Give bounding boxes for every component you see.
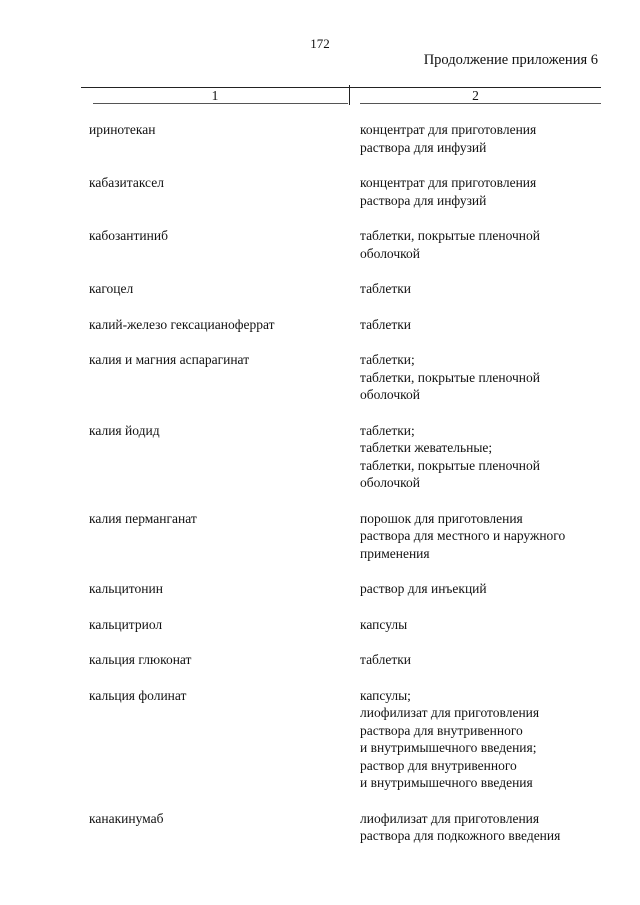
table-row xyxy=(89,227,609,262)
dosage-form-line: концентрат для приготовления xyxy=(360,122,537,137)
drug-name: калия перманганат xyxy=(89,510,197,526)
drug-name: кальцитриол xyxy=(89,616,163,632)
table-row xyxy=(89,422,609,492)
table-row xyxy=(89,616,609,634)
drug-name: калий-железо гексацианоферрат xyxy=(89,316,275,332)
dosage-form-line: лиофилизат для приготовления xyxy=(360,810,540,826)
dosage-form-line: таблетки xyxy=(360,281,412,296)
dosage-form-line: таблетки, покрытые пленочной xyxy=(360,457,541,473)
dosage-form-line: таблетки xyxy=(360,316,412,332)
column-header-1: 1 xyxy=(211,88,219,103)
dosage-form-line: таблетки жевательные; xyxy=(360,440,493,455)
dosage-form-line: лиофилизат для приготовления xyxy=(360,705,540,720)
drug-name: калия и магния аспарагинат xyxy=(89,352,250,367)
dosage-form-line: концентрат для приготовления xyxy=(360,175,537,190)
dosage-form-line: раствора для местного и наружного xyxy=(360,528,566,543)
table-header xyxy=(81,87,601,104)
dosage-form xyxy=(360,121,605,156)
dosage-form xyxy=(360,510,605,563)
drug-name: кальцитонин xyxy=(89,581,163,596)
table-row xyxy=(89,316,609,334)
table-row xyxy=(89,280,609,298)
drug-name: калия йодид xyxy=(89,422,160,438)
dosage-form-line: порошок для приготовления xyxy=(360,510,523,526)
page-number: 172 xyxy=(310,36,330,51)
drug-name: кальция фолинат xyxy=(89,687,187,703)
dosage-form-line: капсулы xyxy=(360,616,408,632)
dosage-form-line: таблетки, покрытые пленочной xyxy=(360,369,541,385)
dosage-form-line: раствор для инъекций xyxy=(360,581,487,596)
dosage-form-line: оболочкой xyxy=(360,387,420,402)
dosage-form-line: раствора для инфузий xyxy=(360,139,487,155)
dosage-form-line: и внутримышечного введения; xyxy=(360,740,537,755)
header-rule-bottom-left xyxy=(93,103,348,104)
appendix-continuation-note: Продолжение приложения 6 xyxy=(423,52,598,68)
table-row xyxy=(89,810,609,845)
dosage-form xyxy=(360,227,605,262)
table-row xyxy=(89,580,609,598)
drug-name: иринотекан xyxy=(89,122,156,137)
dosage-form-line: таблетки xyxy=(360,652,412,667)
dosage-form-line: раствора для подкожного введения xyxy=(360,828,561,843)
table-row xyxy=(89,687,609,792)
dosage-form-line: раствора для внутривенного xyxy=(360,722,523,738)
dosage-form xyxy=(360,316,605,334)
dosage-form xyxy=(360,280,605,298)
dosage-form xyxy=(360,174,605,209)
drug-name: кальция глюконат xyxy=(89,652,192,667)
dosage-form xyxy=(360,810,605,845)
table-row xyxy=(89,351,609,404)
table-row xyxy=(89,510,609,563)
dosage-form-line: таблетки; xyxy=(360,352,415,367)
drug-name: кагоцел xyxy=(89,281,134,296)
dosage-form-line: раствора для инфузий xyxy=(360,192,487,208)
drug-name: канакинумаб xyxy=(89,810,164,826)
dosage-form-line: и внутримышечного введения xyxy=(360,775,533,790)
header-rule-bottom-right xyxy=(360,103,601,104)
column-header-2: 2 xyxy=(472,88,479,103)
dosage-form xyxy=(360,651,605,669)
dosage-form xyxy=(360,422,605,492)
table-row xyxy=(89,651,609,669)
dosage-form xyxy=(360,687,605,792)
dosage-form xyxy=(360,616,605,634)
drug-name: кабазитаксел xyxy=(89,175,164,190)
drug-table-body xyxy=(89,121,609,863)
dosage-form-line: раствор для внутривенного xyxy=(360,757,517,773)
dosage-form-line: оболочкой xyxy=(360,475,420,490)
dosage-form-line: таблетки, покрытые пленочной xyxy=(360,228,541,243)
table-row xyxy=(89,174,609,209)
drug-name: кабозантиниб xyxy=(89,228,168,243)
dosage-form-line: оболочкой xyxy=(360,245,420,261)
dosage-form-line: применения xyxy=(360,545,430,561)
table-row xyxy=(89,121,609,156)
dosage-form xyxy=(360,580,605,598)
dosage-form xyxy=(360,351,605,404)
dosage-form-line: таблетки; xyxy=(360,422,415,438)
dosage-form-line: капсулы; xyxy=(360,687,411,703)
